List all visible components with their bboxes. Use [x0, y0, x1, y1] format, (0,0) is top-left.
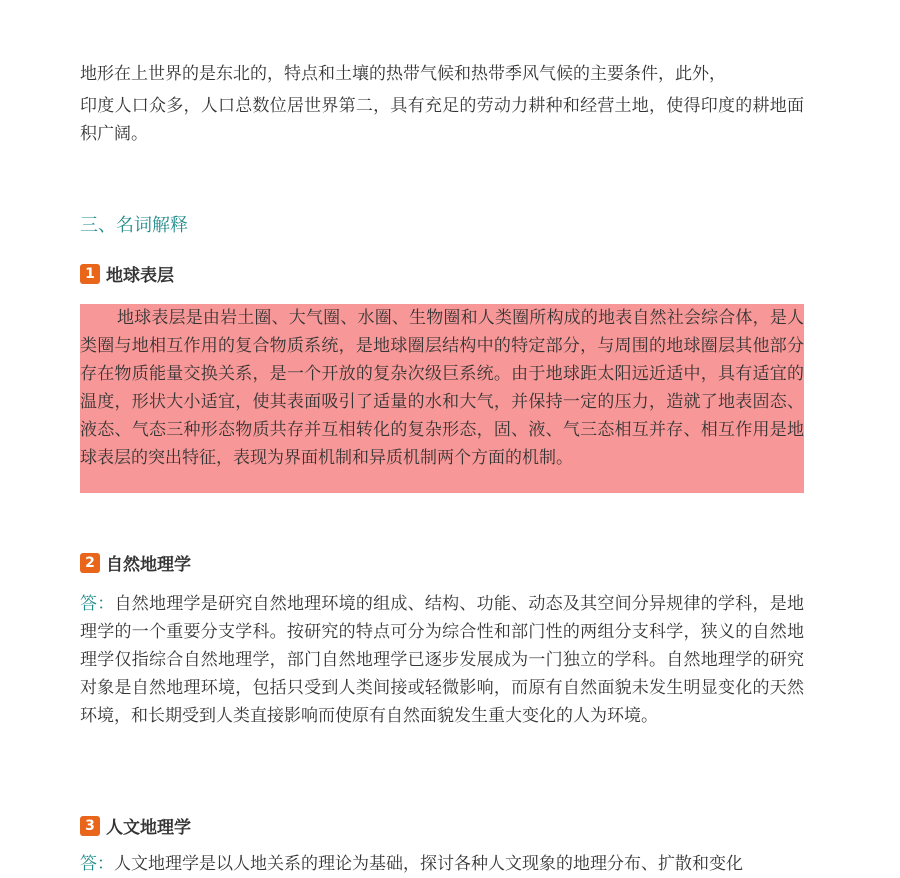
number-badge: 2: [80, 553, 100, 573]
answer-paragraph-3: [80, 850, 804, 874]
term-title: 地球表层: [106, 266, 174, 286]
section-title: 三、名词解释: [80, 215, 188, 236]
intro-paragraph: 印度人口众多，人口总数位居世界第二，具有充足的劳动力耕种和经营土地，使得印度的耕地面积广阔。: [80, 96, 804, 144]
intro-paragraph-block: [80, 92, 804, 148]
answer-label: 答：: [80, 594, 115, 614]
number-badge: 1: [80, 264, 100, 284]
highlighted-paragraph[interactable]: [80, 304, 804, 493]
term-title: 自然地理学: [106, 555, 191, 575]
term-body: 地球表层是由岩土圈、大气圈、水圈、生物圈和人类圈所构成的地表自然社会综合体，是人类圈与地相互作用的复合物质系统，是地球圈层结构中的特定部分，与周围的地球圈层其他部分存在物质能量交换关系，是一个开放的复杂次级巨系统。由于地球距太阳远近适中，具有适宜的温度，形状大小适宜，使其表面吸引了适量的水和大气，并保持一定的压力，造就了地表固态、液态、气态三种形态物质共存并互相转化的复杂形态，固、液、气三态相互并存、相互作用是地球表层的突出特征，表现为界面机制和异质机制两个方面的机制。: [80, 308, 804, 468]
number-badge: 3: [80, 816, 100, 836]
term-body: 人文地理学是以人地关系的理论为基础，探讨各种人文现象的地理分布、扩散和变化: [114, 854, 743, 874]
term-heading-1: [80, 261, 174, 286]
term-heading-3: [80, 813, 191, 838]
term-body: 自然地理学是研究自然地理环境的组成、结构、功能、动态及其空间分异规律的学科，是地理学的一个重要分支学科。按研究的特点可分为综合性和部门性的两组分支科学，狭义的自然地理学仅指综合自然地理学，部门自然地理学已逐步发展成为一门独立的学科。自然地理学的研究对象是自然地理环境，包括只受到人类间接或轻微影响，而原有自然面貌未发生明显变化的天然环境，和长期受到人类直接影响而使原有自然面貌发生重大变化的人为环境。: [80, 594, 805, 726]
answer-label: 答：: [80, 854, 114, 874]
term-title: 人文地理学: [106, 818, 191, 838]
cut-off-text: 地形在上世界的是东北的，特点和土壤的热带气候和热带季风气候的主要条件，此外，: [80, 64, 726, 84]
term-heading-2: [80, 550, 191, 575]
answer-paragraph-2: [80, 590, 804, 730]
